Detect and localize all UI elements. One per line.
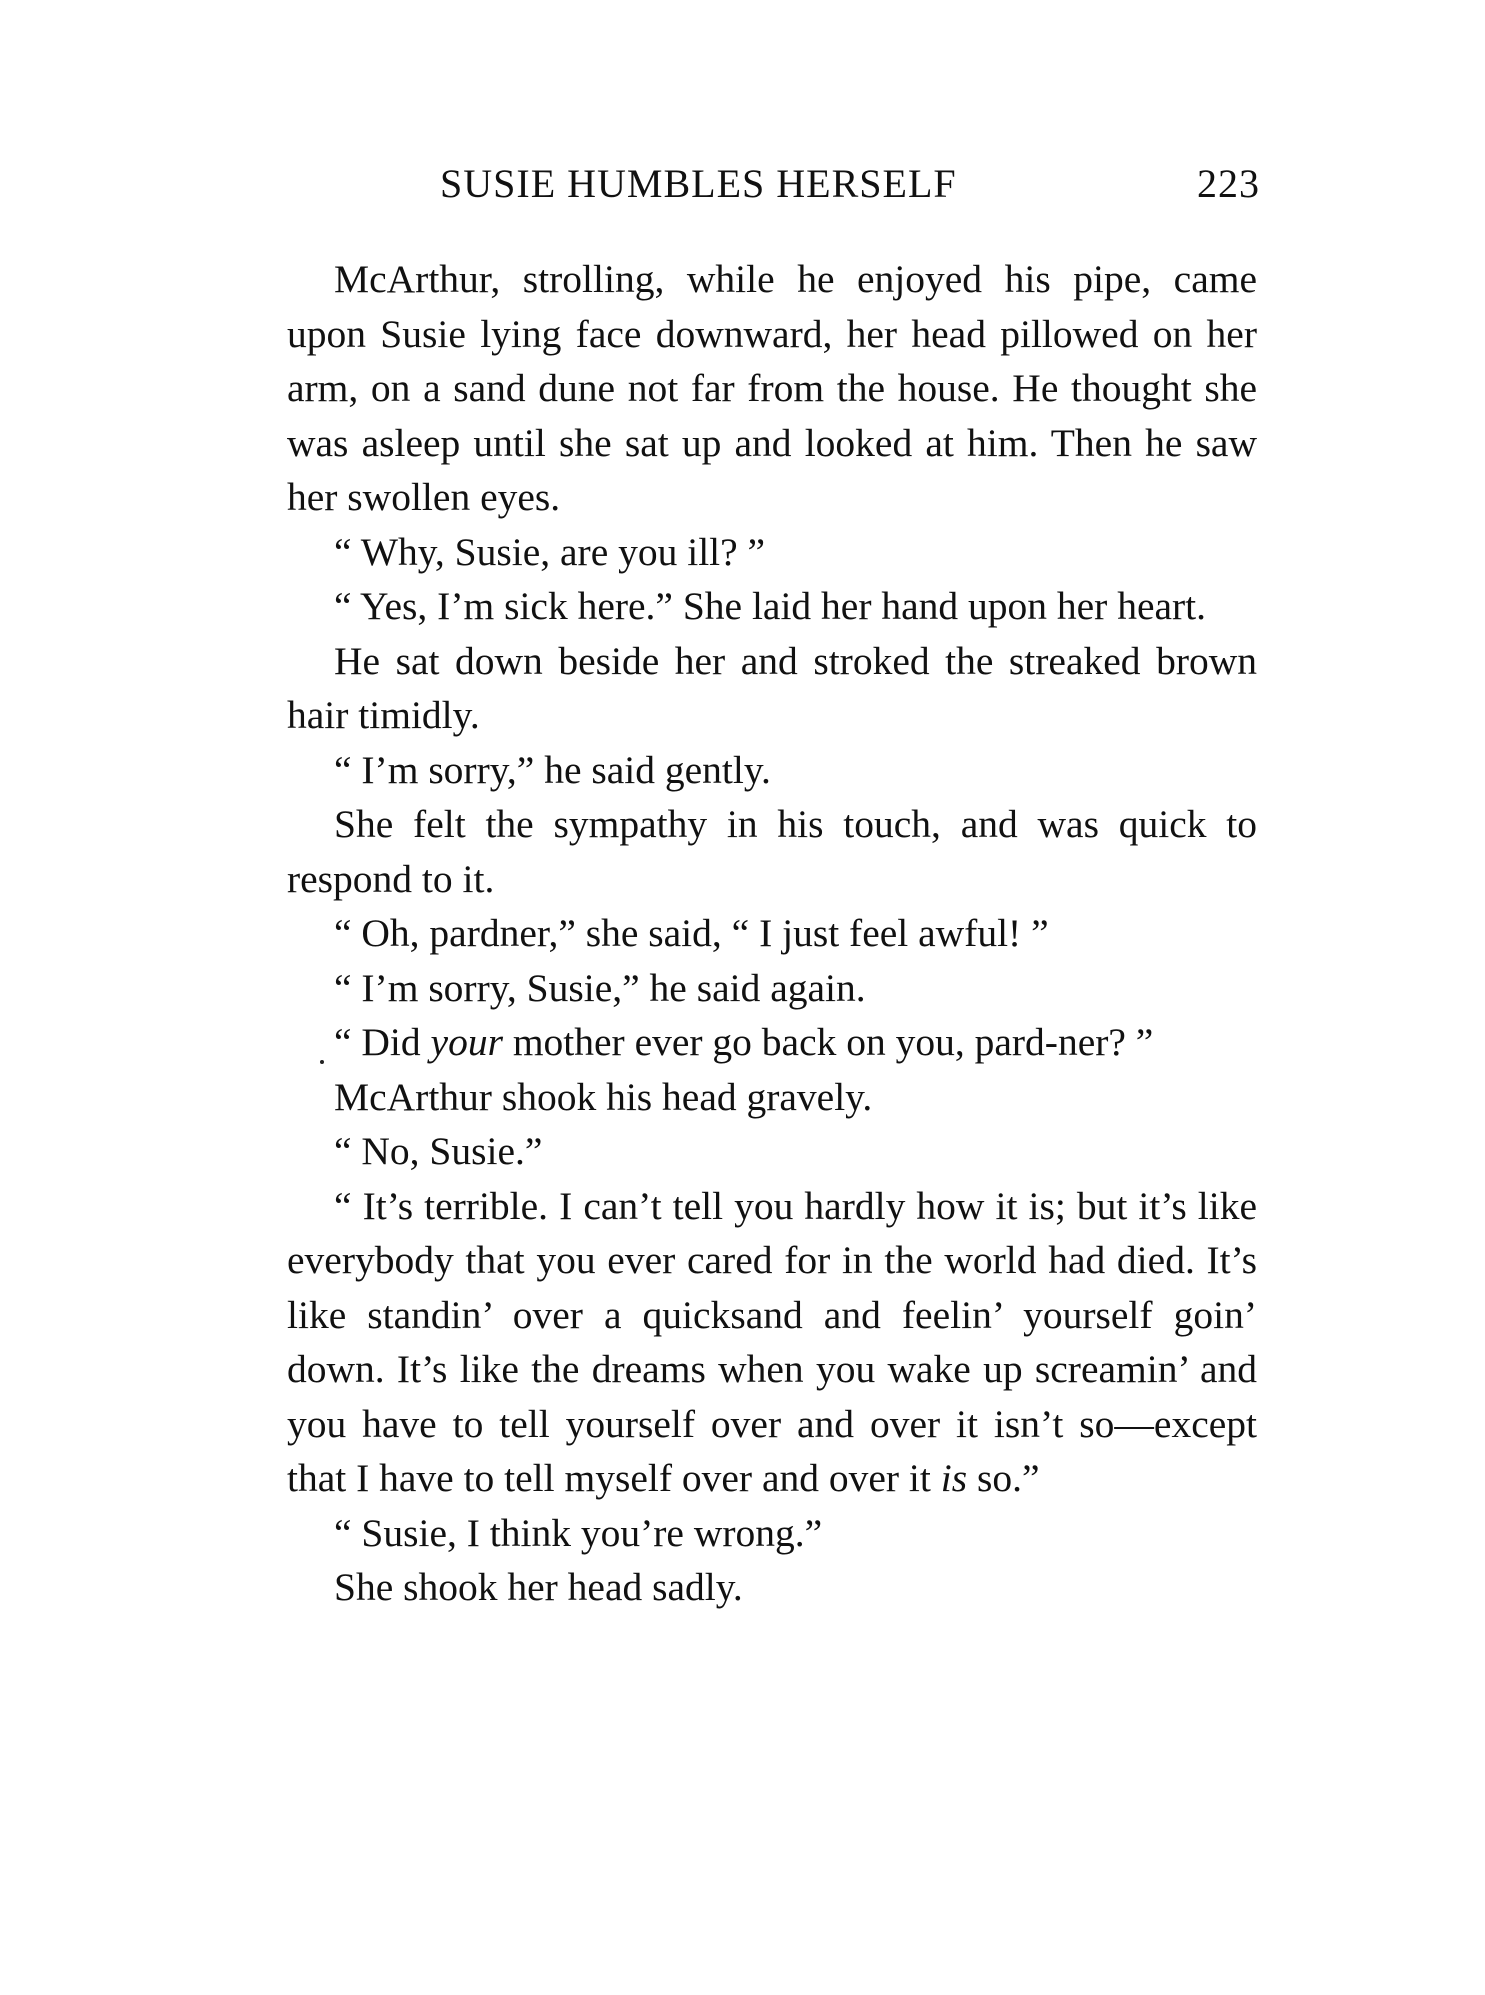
paragraph: McArthur, strolling, while he enjoyed his pipe, came upon Susie lying face downward, her head pillowed on her arm, on a sand dune not far from the house. He thought she was asleep until she sat up and looked at him. Then he saw her swollen eyes.: [287, 257, 1257, 519]
paragraph: “ Susie, I think you’re wrong.”: [334, 1510, 823, 1555]
paragraph-text: so.”: [967, 1456, 1040, 1500]
page-header: [440, 160, 1260, 220]
paragraph: She shook her head sadly.: [334, 1565, 743, 1609]
paragraph: [287, 1015, 1257, 1070]
emphasis: is: [940, 1456, 968, 1500]
paragraph: She felt the sympathy in his touch, and was quick to respond to it.: [287, 802, 1257, 901]
paragraph: “ I’m sorry,” he said gently.: [334, 747, 771, 792]
paragraph: “ Oh, pardner,” she said, “ I just feel awful! ”: [334, 911, 1049, 955]
running-head: SUSIE HUMBLES HERSELF: [440, 161, 957, 206]
paragraph-text: “ It’s terrible. I can’t tell you hardly how it is; but it’s like everybody that you ever cared for in the world had died. It’s like standin’ over a quicksand and feelin’ yourself goin’ down. It’s like the dreams when you wake up screamin’ and you have to tell yourself over and over it isn’t so—except that I have to tell myself over and over it: [287, 1183, 1257, 1500]
emphasis: your: [430, 1020, 503, 1064]
page-number: 223: [1197, 161, 1260, 206]
body-text: [287, 252, 1257, 1615]
paragraph: [287, 1179, 1257, 1506]
paragraph-text: mother ever go back on you, pard-ner? ”: [502, 1020, 1154, 1064]
paragraph: “ No, Susie.”: [334, 1129, 543, 1173]
paragraph: McArthur shook his head gravely.: [334, 1074, 873, 1119]
paragraph: “ Why, Susie, are you ill? ”: [334, 529, 766, 574]
paragraph: “ Yes, I’m sick here.” She laid her hand upon her heart.: [334, 584, 1207, 628]
paragraph-text: “ Did: [334, 1020, 431, 1064]
paragraph: “ I’m sorry, Susie,” he said again.: [334, 965, 866, 1010]
ink-speck: [320, 1060, 324, 1064]
paragraph: He sat down beside her and stroked the streaked brown hair timidly.: [287, 638, 1257, 737]
